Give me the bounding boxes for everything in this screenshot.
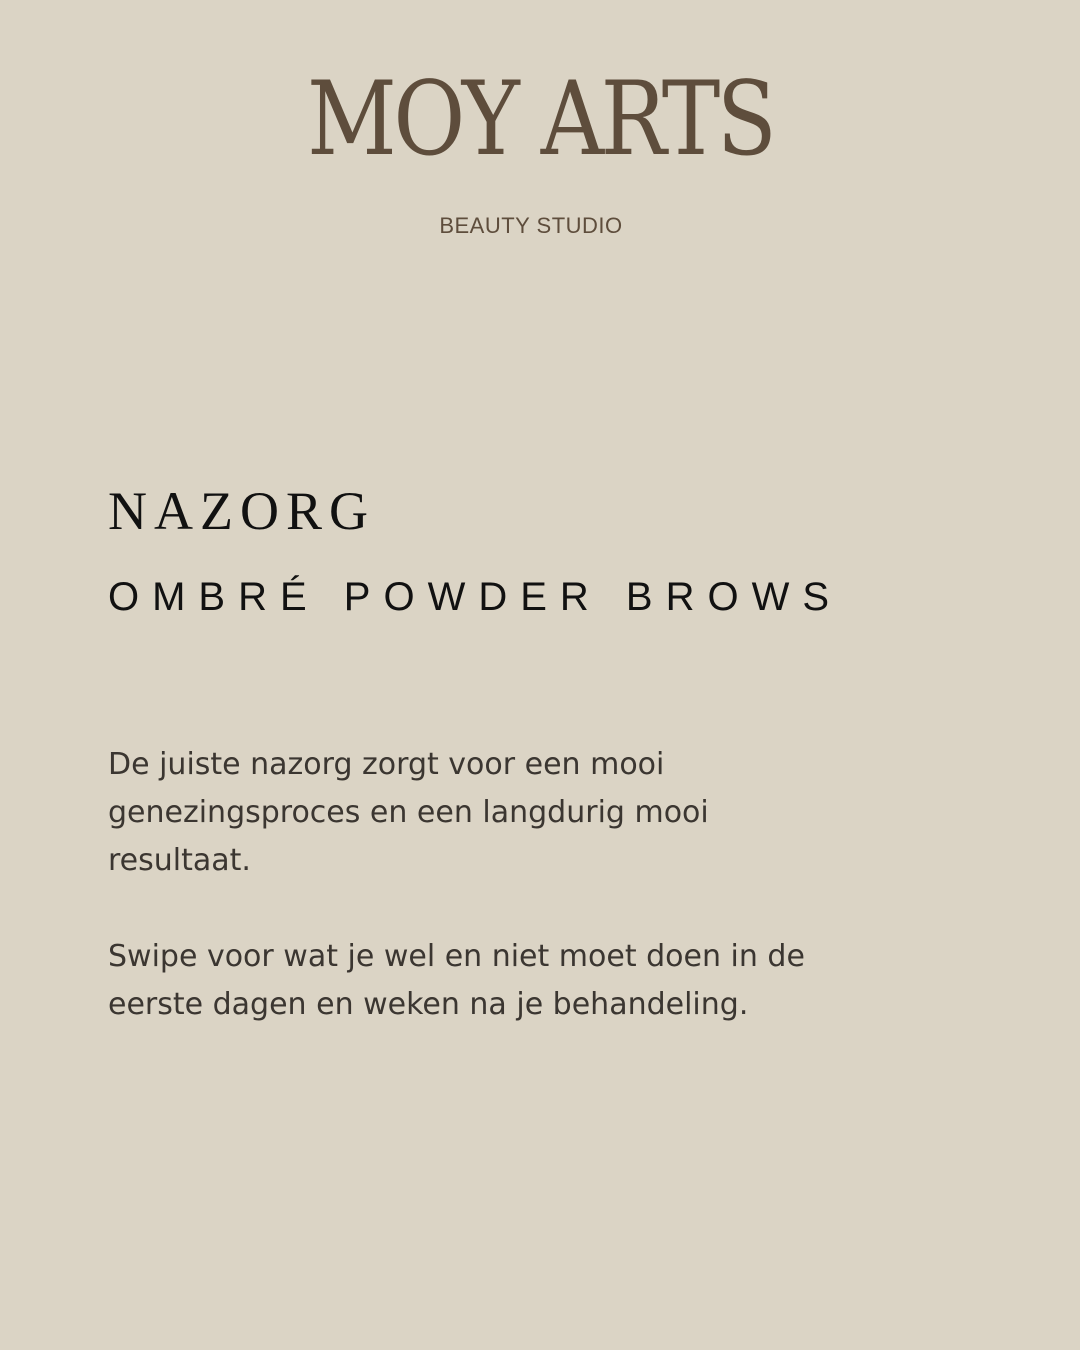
swipe-paragraph: Swipe voor wat je wel en niet moet doen in de eerste dagen en weken na je behandeling. (108, 939, 805, 1022)
logo-wordmark: MOY ARTS (306, 60, 774, 179)
page-title: NAZORG (108, 481, 375, 541)
page-subtitle: OMBRÉ POWDER BROWS (108, 575, 843, 619)
intro-paragraph: De juiste nazorg zorgt voor een mooi genezingsproces en een langdurig mooi resultaat. (108, 747, 709, 878)
brand-logo (0, 60, 1080, 180)
brand-subtitle: BEAUTY STUDIO (439, 213, 623, 238)
